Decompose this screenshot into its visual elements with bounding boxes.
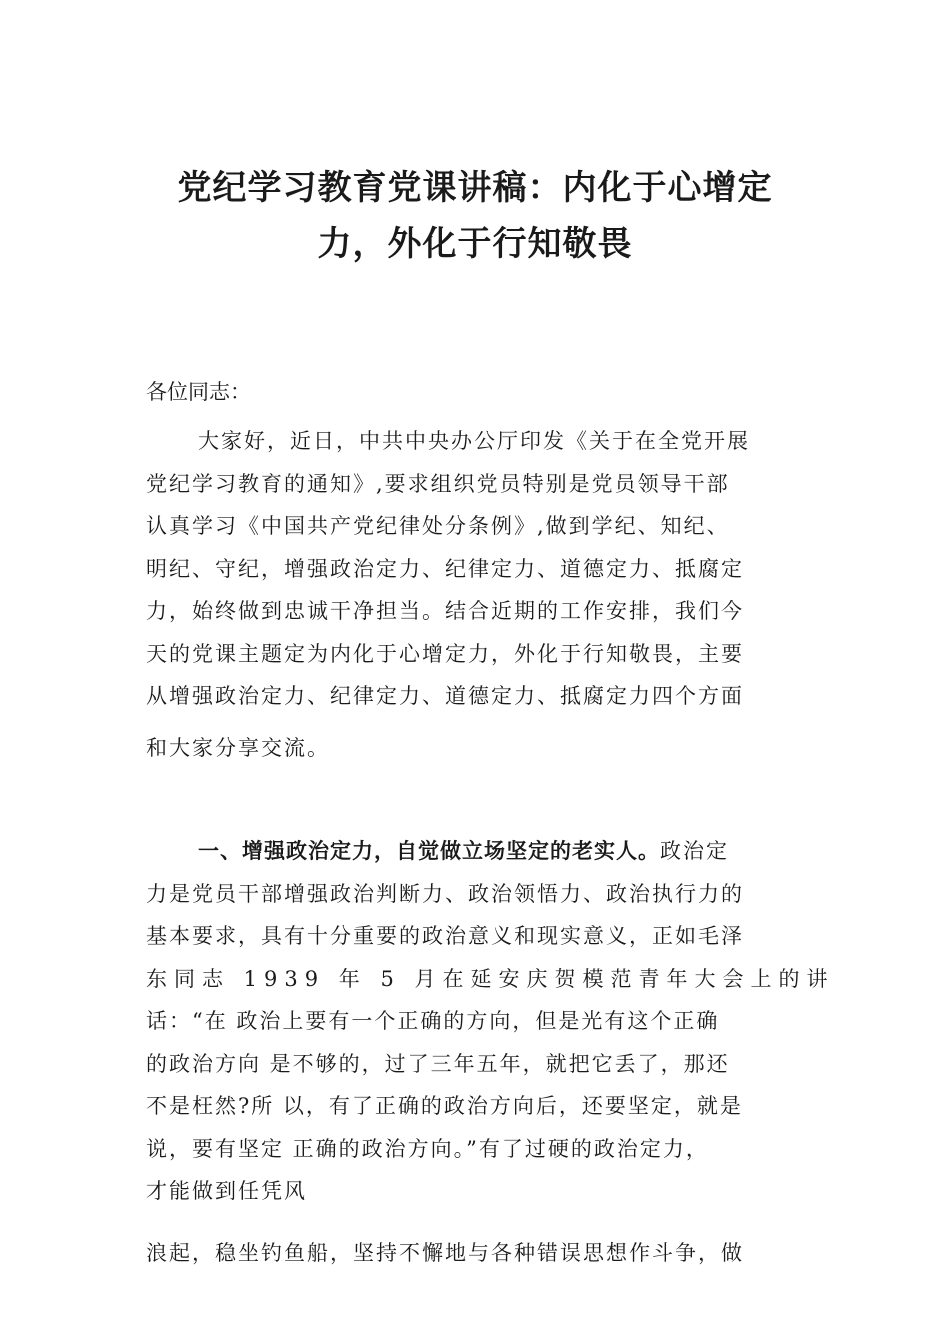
continuation-line: 浪起，稳坐钓鱼船，坚持不懈地与各种错误思想作斗争，做 [146,1241,744,1265]
intro-line: 党纪学习教育的通知》,要求组织党员特别是党员领导干部 [146,471,730,496]
section-1-line: 说，要有坚定 正确的政治方向。”有了过硬的政治定力， [146,1136,709,1161]
intro-line: 明纪、守纪，增强政治定力、纪律定力、道德定力、抵腐定 [146,556,744,581]
intro-paragraph [146,420,816,766]
section-1-heading-tail: 政治定 [660,839,729,863]
intro-line: 认真学习《中国共产党纪律处分条例》,做到学纪、知纪、 [146,514,730,538]
section-1-line: 才能做到任凭风 [146,1179,307,1203]
intro-line: 和大家分享交流。 [146,735,330,760]
section-1-line: 不是枉然?所 以，有了正确的政治方向后，还要坚定，就是 [146,1094,743,1118]
document-title [120,160,830,272]
section-1-line: 基本要求，具有十分重要的政治意义和现实意义，正如毛泽 [146,924,744,948]
section-1-line: 的政治方向 是不够的，过了三年五年，就把它丢了，那还 [146,1051,730,1076]
section-1-paragraph [146,830,835,1213]
section-1-line: 话：“在 政治上要有一个正确的方向，但是光有这个正确 [146,1009,720,1033]
title-line-2: 力，外化于行知敬畏 [317,224,633,264]
intro-line: 天的党课主题定为内化于心增定力，外化于行知敬畏，主要 [146,641,744,666]
section-1-first-line [146,830,816,873]
continuation-paragraph [146,1232,816,1275]
section-1-line: 东同志 1939 年 5 月在延安庆贺模范青年大会上的讲 [146,966,835,991]
title-line-1: 党纪学习教育党课讲稿：内化于心增定 [177,168,773,208]
intro-line: 大家好，近日，中共中央办公厅印发《关于在全党开展 [198,429,750,453]
section-1-heading: 一、增强政治定力，自觉做立场坚定的老实人。 [198,839,660,863]
section-1-line: 力是党员干部增强政治判断力、政治领悟力、政治执行力的 [146,881,744,906]
greeting: 各位同志： [146,380,251,404]
intro-line: 力，始终做到忠诚干净担当。结合近期的工作安排，我们今 [146,599,744,623]
intro-line: 从增强政治定力、纪律定力、道德定力、抵腐定力四个方面 [146,684,744,708]
